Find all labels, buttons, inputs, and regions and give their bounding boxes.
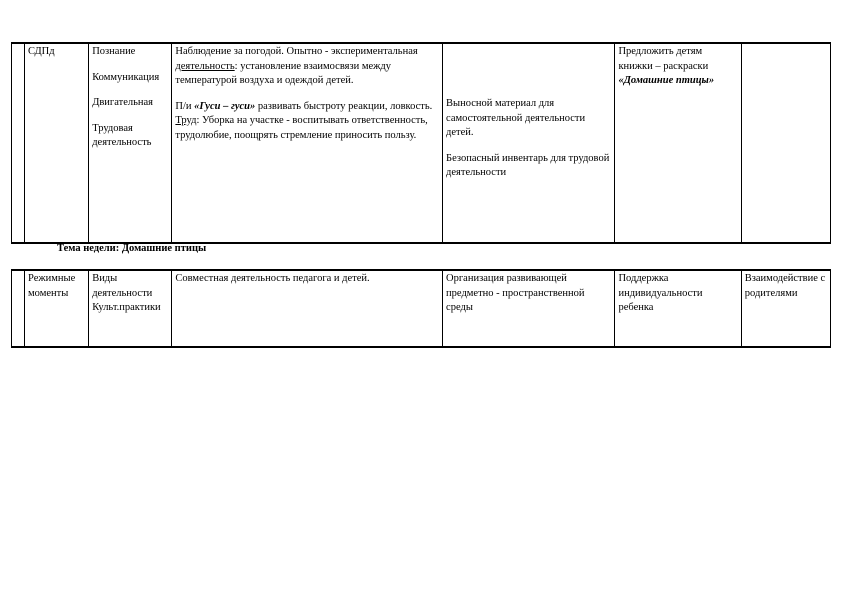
support-title: «Домашние птицы» [618, 75, 715, 86]
regime-cell [25, 43, 89, 243]
activity-communication: Коммуникация [92, 71, 160, 83]
observation-text: Наблюдение за погодой. Опытно - экспериментальная деятельность: установление взаимосвязи между температурой воздуха и одеждой детей. [175, 46, 418, 86]
header-environment: Организация развивающей предметно - пространственной среды [443, 270, 615, 347]
environment-item: Выносной материал для самостоятельной деятельности детей. [446, 98, 586, 138]
environment-cell [443, 43, 615, 243]
blank-cell [12, 43, 25, 243]
table-row [12, 270, 831, 347]
plan-table-header [11, 269, 831, 348]
game-text: П/и «Гуси – гуси» развивать быстроту реакции, ловкость. [175, 100, 433, 112]
header-parents: Взаимодействие с родителями [741, 270, 830, 347]
support-cell: Предложить детям книжки – раскраски «Домашние птицы» [615, 43, 741, 243]
table-row [12, 43, 831, 243]
game-name: «Гуси – гуси» [194, 100, 256, 112]
header-support: Поддержка индивидуальности ребенка [615, 270, 741, 347]
header-joint: Совместная деятельность педагога и детей. [172, 270, 443, 347]
activity-cognition: Познание [92, 46, 136, 57]
week-topic [57, 243, 206, 254]
labor-text: Труд: Уборка на участке - воспитывать ответственность, трудолюбие, поощрять стремление приносить пользу. [175, 115, 428, 141]
environment-item: Безопасный инвентарь для трудовой деятельности [446, 152, 610, 178]
header-regimes: Режимные моменты [25, 270, 89, 347]
week-topic-label: Тема недели: [57, 243, 120, 254]
activity-motor: Двигательная [92, 97, 154, 108]
week-topic-value: Домашние птицы [121, 243, 207, 254]
blank-cell [12, 270, 25, 347]
activities-cell [89, 43, 172, 243]
regime-label: СДПд [28, 46, 55, 57]
parents-cell [741, 43, 830, 243]
joint-activity-cell [172, 43, 443, 243]
plan-table-upper [11, 42, 831, 244]
header-types: Виды деятельности Культ.практики [89, 270, 172, 347]
activity-labor: Трудовая деятельность [92, 122, 152, 148]
